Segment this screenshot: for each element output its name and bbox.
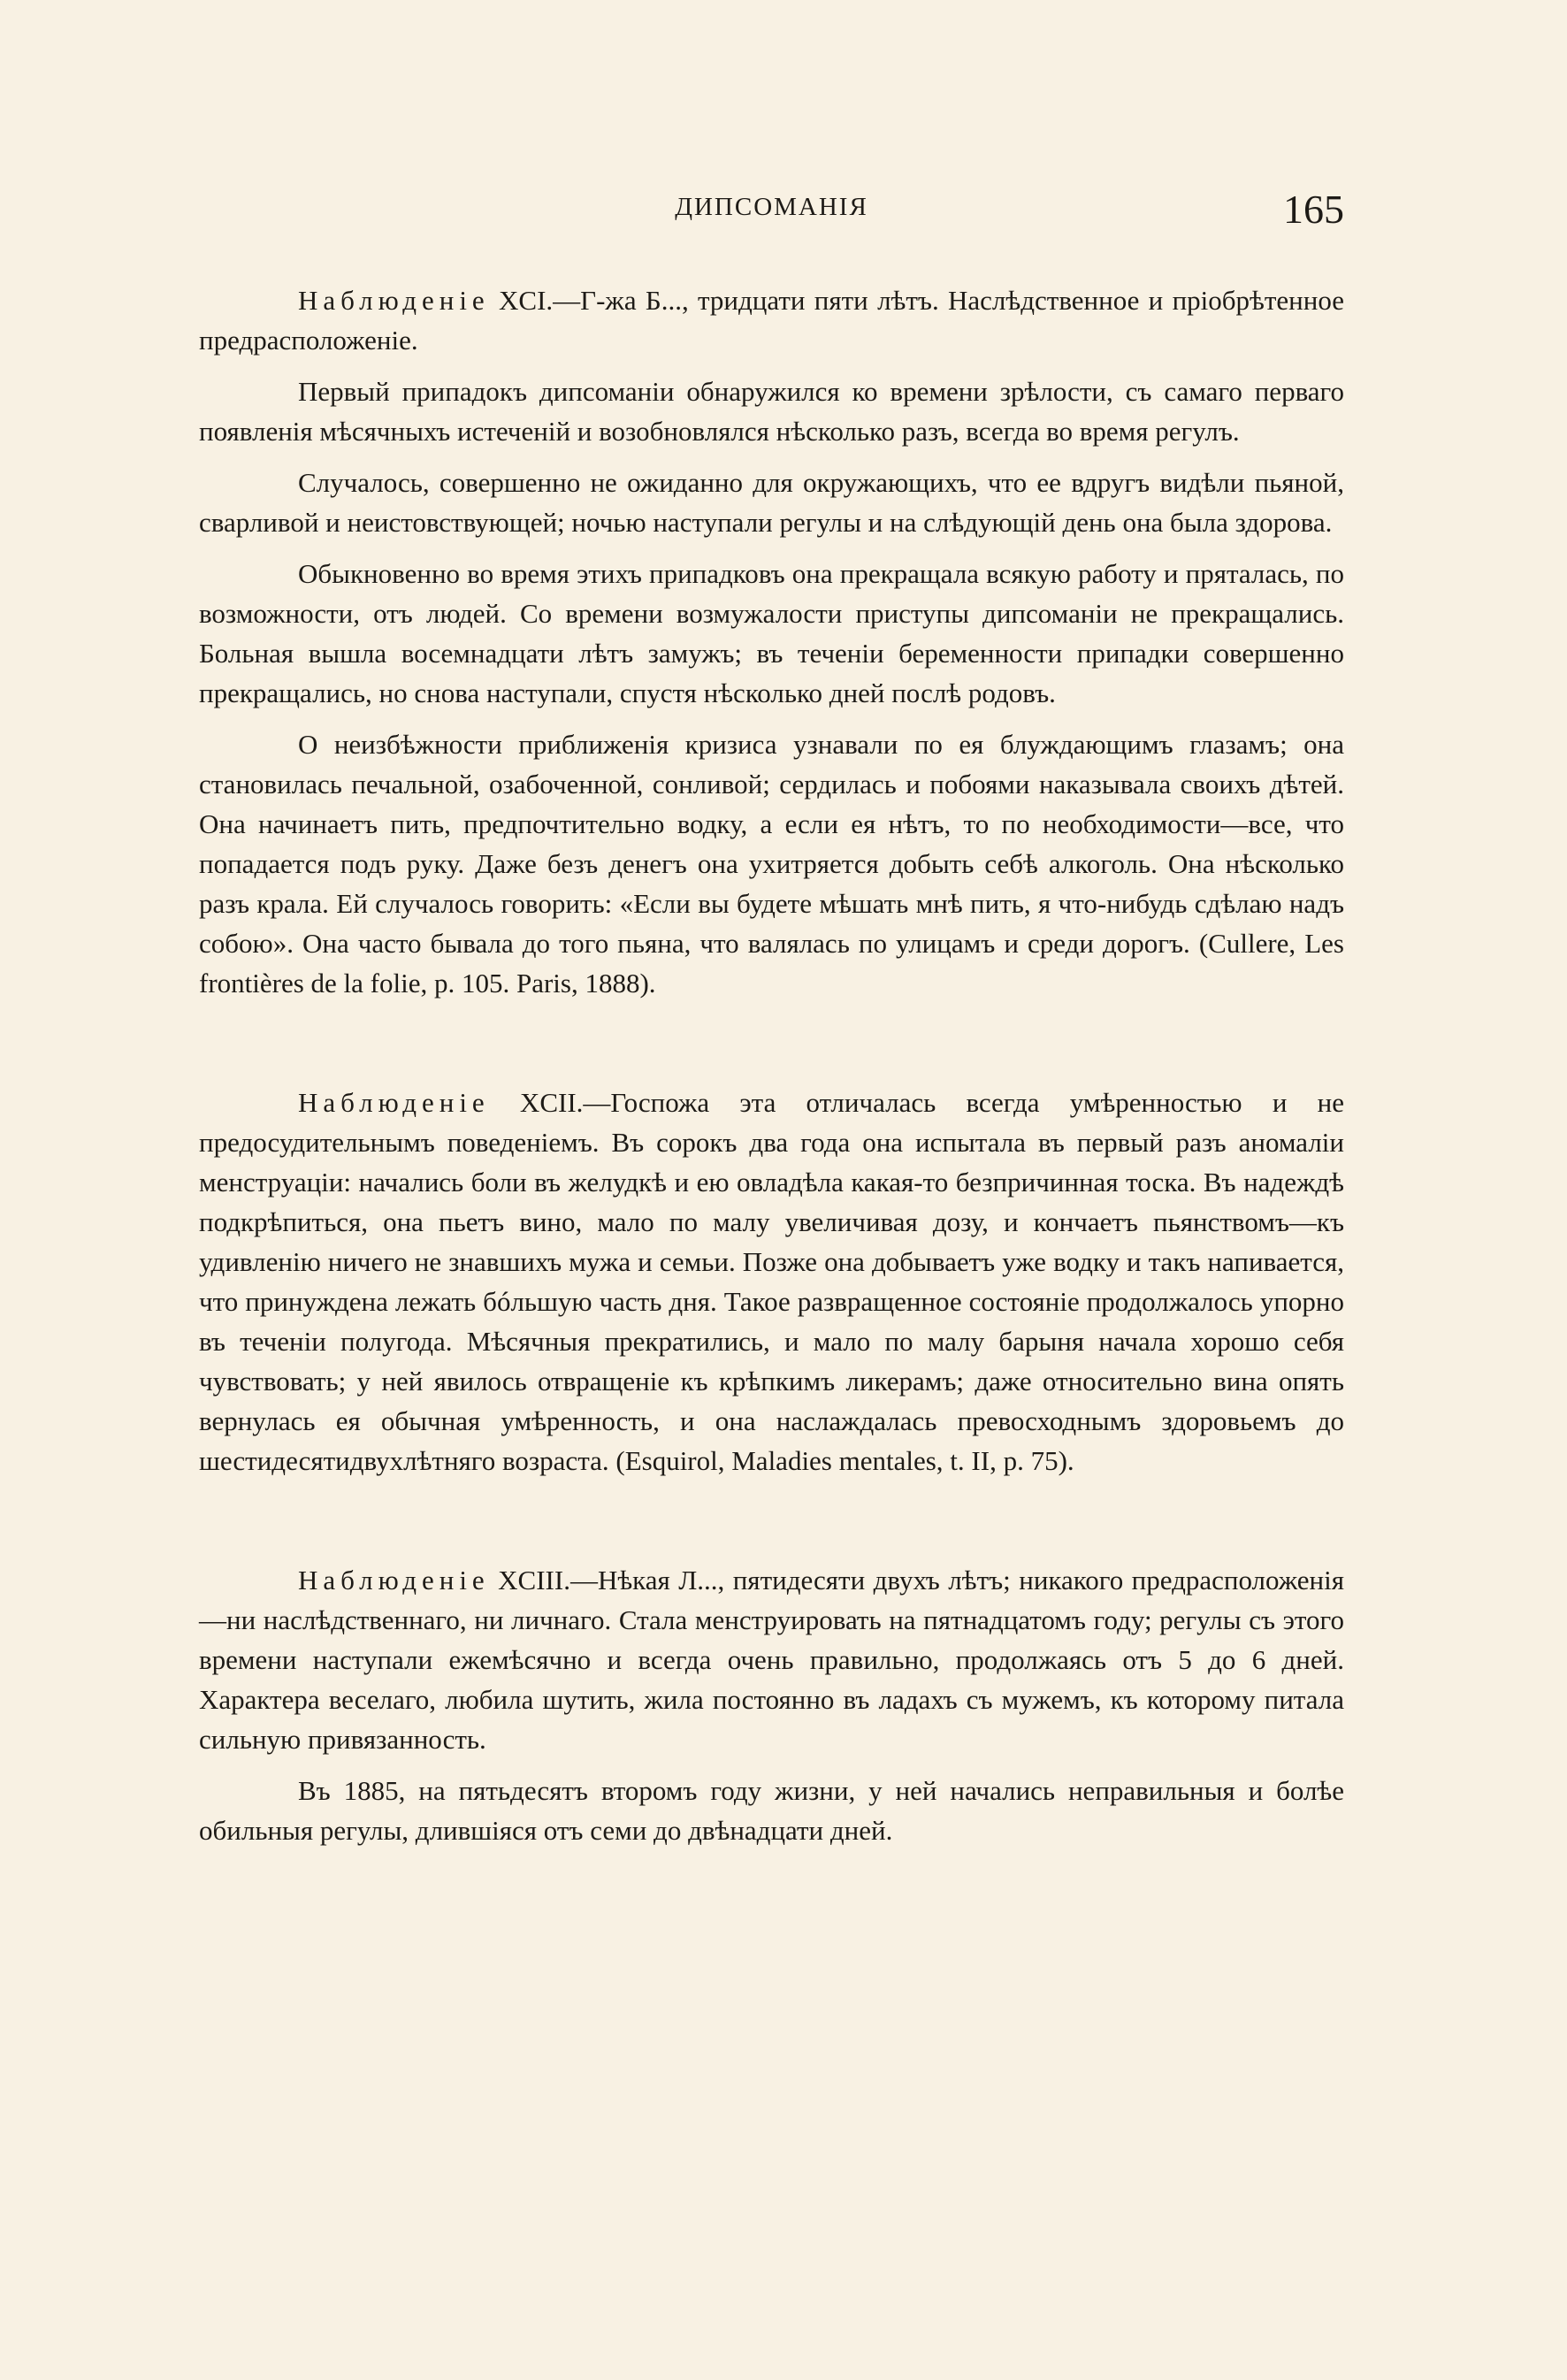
paragraph: Въ 1885, на пятьдесятъ второмъ году жизни, у ней начались неправильныя и болѣе обильныя регулы, длившіяся отъ семи до двѣнадцати дней.	[199, 1775, 1344, 1846]
observation-label: Наблюденіе	[298, 285, 490, 316]
observation-paragraph	[199, 280, 1344, 360]
observation-paragraph	[199, 1560, 1344, 1759]
paragraph-text: —Госпожа эта отличалась всегда умѣренностью и не предосудительнымъ поведеніемъ. Въ сорокъ два года она испытала въ первый разъ аномаліи менструаціи: начались боли въ желудкѣ и ею овладѣла какая-то безпричинная тоска. Въ надеждѣ подкрѣпиться, она пьетъ вино, мало по малу увеличивая дозу, и кончаетъ пьянствомъ—къ удивленію ничего не знавшихъ мужа и семьи. Позже она добываетъ уже водку и такъ напивается, что принуждена лежать бóльшую часть дня. Такое развращенное состояніе продолжалось упорно въ теченіи полугода. Мѣсячныя прекратились, и мало по малу барыня начала хорошо себя чувствовать; у ней явилось отвращеніе къ крѣпкимъ ликерамъ; даже относительно вина опять вернулась ея обычная умѣренность, и она наслаждалась превосходнымъ здоровьемъ до шестидесятидвухлѣтняго возраста. (Esquirol, Maladies mentales, t. II, p. 75).	[199, 1087, 1344, 1476]
observation-number: XCI.	[489, 285, 554, 316]
observation-number: XCII.	[489, 1087, 584, 1118]
paragraph: Случалось, совершенно не ожиданно для окружающихъ, что ее вдругъ видѣли пьяной, сварливой и неистовствующей; ночью наступали регулы и на слѣдующій день она была здорова.	[199, 467, 1344, 538]
paragraph: О неизбѣжности приближенія кризиса узнавали по ея блуждающимъ глазамъ; она становилась печальной, озабоченной, сонливой; сердилась и побоями наказывала своихъ дѣтей. Она начинаетъ пить, предпочтительно водку, а если ея нѣтъ, то по необходимости—все, что попадается подъ руку. Даже безъ денегъ она ухитряется добыть себѣ алкоголь. Она нѣсколько разъ крала. Ей случалось говорить: «Если вы будете мѣшать мнѣ пить, я что-нибудь сдѣлаю надъ собою». Она часто бывала до того пьяна, что валялась по улицамъ и среди дорогъ. (Cullere, Les frontières de la folie, p. 105. Paris, 1888).	[199, 729, 1344, 999]
paragraph: Первый припадокъ дипсоманіи обнаружился ко времени зрѣлости, съ самаго перваго появленія мѣсячныхъ истеченій и возобновлялся нѣсколько разъ, всегда во время регулъ.	[199, 376, 1344, 447]
page-header	[199, 186, 1344, 239]
paragraph-text: —Нѣкая Л..., пятидесяти двухъ лѣтъ; никакого предрасположенія—ни наслѣдственнаго, ни личнаго. Стала менструировать на пятнадцатомъ году; регулы съ этого времени наступали ежемѣсячно и всегда очень правильно, продолжаясь отъ 5 до 6 дней. Характера веселаго, любила шутить, жила постоянно въ ладахъ съ мужемъ, къ которому питала сильную привязанность.	[199, 1565, 1344, 1755]
body-text	[199, 280, 1344, 1862]
observation-number: XCIII.	[489, 1565, 570, 1596]
paragraph: Обыкновенно во время этихъ припадковъ она прекращала всякую работу и пряталась, по возможности, отъ людей. Со времени возмужалости приступы дипсоманіи не прекращались. Больная вышла восемнадцати лѣтъ замужъ; въ теченіи беременности припадки совершенно прекращались, но снова наступали, спустя нѣсколько дней послѣ родовъ.	[199, 558, 1344, 708]
running-title: ДИПСОМАНІЯ	[675, 193, 868, 221]
observation-label: Наблюденіе	[298, 1087, 490, 1118]
page-number: 165	[1283, 187, 1344, 232]
observation-paragraph	[199, 1083, 1344, 1481]
paragraph-text: —Г-жа Б..., тридцати пяти лѣтъ. Наслѣдственное и пріобрѣтенное предрасположеніе.	[199, 285, 1344, 356]
observation-label: Наблюденіе	[298, 1565, 490, 1596]
